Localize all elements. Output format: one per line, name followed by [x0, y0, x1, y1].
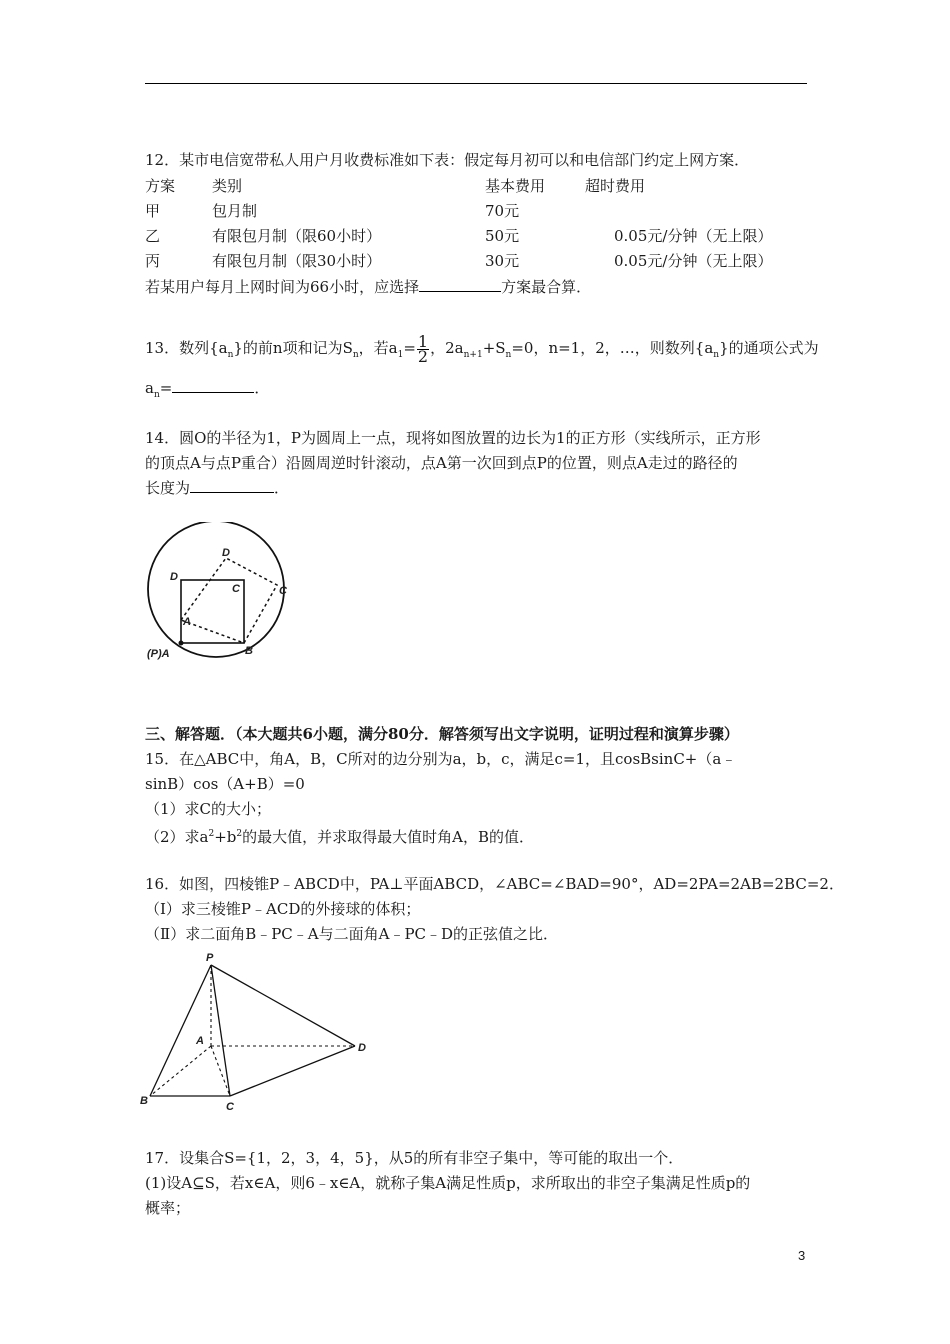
q17-line1: 17．设集合S={1，2，3，4，5}，从5的所有非空子集中，等可能的取出一个． [145, 1149, 684, 1167]
answer-blank [190, 478, 274, 493]
label-d: D [170, 571, 178, 583]
edge-ac [211, 1046, 230, 1096]
table-cell: 有限包月制（限60小时） [212, 227, 382, 245]
q15-part1: （1）求C的大小； [145, 800, 272, 818]
table-cell: 30元 [485, 252, 520, 270]
page-number: 3 [798, 1248, 806, 1263]
label-p: P [206, 952, 214, 964]
label-b: B [140, 1095, 148, 1107]
label-c: C [226, 1101, 234, 1113]
table-header-base-fee: 基本费用 [485, 177, 546, 195]
q15-line2: sinB）cos（A+B）=0 [145, 775, 305, 793]
section-heading: 三、解答题．（本大题共6小题，满分80分．解答须写出文字说明，证明过程和演算步骤） [145, 725, 739, 743]
q13-line1: 13．数列$\{a_n\}$的前n项和记为$S_n$，若$a_1=$ $\frac{1}{2}$ ，$2a_{n+1}+S_n=0$，n=1，2，…，则数列$\{a_n\}$的通项公式为 [145, 331, 819, 366]
label-c-rotated: C [279, 585, 287, 597]
label-d-rotated: D [222, 547, 230, 559]
q16-part2: （Ⅱ）求二面角B﹣PC﹣A与二面角A﹣PC﹣D的正弦值之比． [145, 925, 559, 943]
table-cell: 乙 [145, 227, 161, 245]
q17-line3: 概率； [145, 1199, 191, 1217]
q12-question: 若某用户每月上网时间为66小时，应选择 方案最合算． [145, 278, 592, 296]
table-cell: 70元 [485, 202, 520, 220]
edge-ab [150, 1046, 211, 1096]
q15-part2: （2）求$a^2+b^2$的最大值，并求取得最大值时角A，B的值． [145, 828, 534, 846]
edge-pb [150, 965, 211, 1096]
q16-line1: 16．如图，四棱锥P﹣ABCD中，PA⊥平面ABCD，∠ABC=∠BAD=90°，AD=2PA=2AB=2BC=2． [145, 875, 844, 893]
q14-line3: 长度为 ． [145, 479, 290, 497]
label-a: A [196, 1035, 204, 1047]
table-cell: 包月制 [212, 202, 258, 220]
edge-pc [211, 965, 230, 1096]
label-d: D [358, 1042, 366, 1054]
q12-stem: 12．某市电信宽带私人用户月收费标准如下表：假定每月初可以和电信部门约定上网方案． [145, 151, 750, 169]
fraction-one-half: $\frac{1}{2}$ [417, 331, 429, 366]
circle-square-figure [140, 522, 310, 662]
answer-blank [172, 378, 254, 393]
table-cell: 甲 [145, 202, 161, 220]
point-p [179, 641, 184, 646]
pyramid-figure [140, 950, 380, 1120]
header-rule [145, 83, 807, 84]
table-header-type: 类别 [212, 177, 243, 195]
table-cell: 丙 [145, 252, 161, 270]
q13-line2: $a_n=$ ． [145, 379, 270, 400]
label-b: B [245, 645, 253, 657]
label-p-a: (P)A [147, 648, 170, 660]
table-header-plan: 方案 [145, 177, 176, 195]
edge-cd [230, 1046, 355, 1096]
table-cell: 0.05元/分钟（无上限） [614, 252, 773, 270]
label-a: A [183, 616, 191, 628]
table-cell: 50元 [485, 227, 520, 245]
label-c: C [232, 583, 240, 595]
table-cell: 0.05元/分钟（无上限） [614, 227, 773, 245]
q16-part1: （Ⅰ）求三棱锥P﹣ACD的外接球的体积； [145, 900, 421, 918]
circle-o [148, 522, 284, 657]
q17-line2: (1)设A⊆S，若x∈A，则6﹣x∈A，就称子集A满足性质p，求所取出的非空子集满足性质p的 [145, 1174, 751, 1192]
q14-line1: 14．圆O的半径为1，P为圆周上一点，现将如图放置的边长为1的正方形（实线所示，正方形 [145, 429, 761, 447]
table-header-overtime-fee: 超时费用 [585, 177, 646, 195]
dashed-square [181, 558, 277, 643]
q14-line2: 的顶点A与点P重合）沿圆周逆时针滚动，点A第一次回到点P的位置，则点A走过的路径的 [145, 454, 738, 472]
answer-blank [419, 277, 501, 292]
table-cell: 有限包月制（限30小时） [212, 252, 382, 270]
q15-line1: 15．在△ABC中，角A，B，C所对的边分别为a，b，c，满足c=1，且cosBsinC+（a﹣ [145, 750, 737, 768]
edge-pd [211, 965, 355, 1046]
